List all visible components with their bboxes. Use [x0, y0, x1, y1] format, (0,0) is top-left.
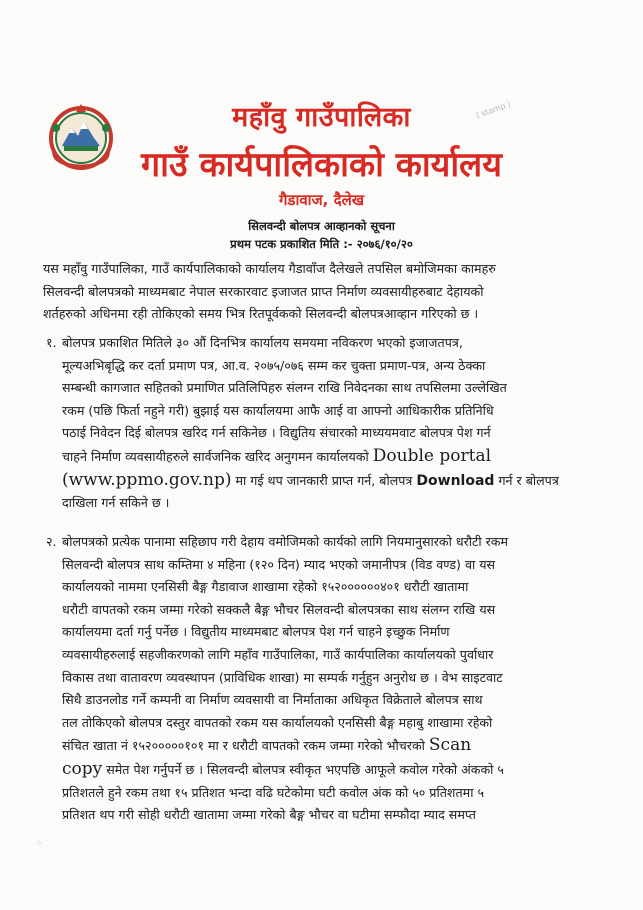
item-line: दाखिला गर्न सकिने छ ।: [62, 495, 170, 511]
notice-title: सिलवन्दी बोलपत्र आव्हानको सूचना: [248, 219, 395, 233]
item-line-text: गर्न र बोलपत्र: [498, 472, 559, 488]
item-line-text: चाहने निर्माण व्यवसायीहरुले सार्वजनिक खरिद अनुगमन कार्यालयको: [62, 448, 369, 464]
item-line: सिलवन्दी बोलपत्र साथ कम्तिमा ४ महिना (१२० दिन) म्याद भएको जमानीपत्र (विड वण्ड) वा यस: [62, 556, 496, 572]
item-number: २.: [46, 534, 57, 549]
condition-item-2: [46, 531, 617, 827]
item-line-text: मा गई थप जानकारी प्राप्त गर्न, बोलपत्र: [235, 472, 413, 488]
item-line: सिधै डाउनलोड गर्ने कम्पनी वा निर्माण व्यवसायी वा निर्माताका अधिकृत विक्रेताले बोलपत्र साथ: [62, 692, 483, 708]
item-line: सम्बन्धी कागजात सहितको प्रमाणित प्रतिलिपिहरु संलग्न राखि निवेदनका साथ तपसिलमा उल्लेखित: [62, 380, 507, 396]
scan-label: Scan: [428, 735, 472, 756]
office-name: गाउँ कार्यपालिकाको कार्यालय: [141, 145, 502, 185]
download-label: Download: [416, 472, 495, 489]
item-line: बोलपत्रको प्रत्येक पानामा सहिछाप गरी देहाय वमोजिमको कार्यको लागि नियमानुसारको धरौटी रकम: [62, 534, 508, 549]
item-line: विकास तथा वातावरण व्यवस्थापन (प्राविधिक शाखा) मा सम्पर्क गर्नुहुन अनुरोध छ । वेभ साइटवाट: [62, 669, 503, 685]
publish-date: प्रथम पटक प्रकाशित मिति :- २०७६/१०/२०: [230, 237, 413, 251]
intro-paragraph: [43, 258, 615, 326]
item-line: कार्यालयको नाममा एनसिसी बैङ्ग गैडावाज शाखामा रहेको १५२००००००४०१ धरौटी खातामा: [62, 579, 469, 595]
item-line: [62, 758, 617, 782]
condition-item-1: [46, 332, 617, 515]
municipality-name: महाँवु गाउँपालिका: [232, 102, 411, 133]
double-portal-label: Double portal: [372, 445, 492, 466]
item-line: धरौटी वापतको रकम जम्मा गरेको सक्कलै बैङ्ग भौचर सिलवन्दी बोलपत्रका साथ संलग्न राखि यस: [62, 601, 496, 617]
intro-line: सिलवन्दी बोलपत्रको माध्यमबाट नेपाल सरकारवाट इजाजत प्राप्त निर्माण व्यवसायीहरुबाट देहायको: [43, 283, 484, 299]
margin-mark: ⁘: [34, 839, 45, 847]
item-line: कार्यालयमा दर्ता गर्नु पर्नेछ । विद्युतीय माध्यमबाट बोलपत्र पेश गर्न चाहने इच्छुक निर्माण: [62, 624, 450, 640]
office-location: गैडावाज, दैलेख: [278, 191, 365, 209]
rubber-stamp: ⟨ stamp ⟩: [474, 99, 513, 121]
ppmo-url: (www.ppmo.gov.np): [62, 469, 232, 490]
item-line: पठाई निवेदन दिई बोलपत्र खरिद गर्न सकिनेछ । विद्युतिय संचारको माध्ययमवाट बोलपत्र पेश गर्न: [62, 425, 491, 441]
item-line: [62, 445, 617, 469]
item-line: [62, 469, 617, 493]
item-number: १.: [46, 335, 57, 350]
item-line: व्यवसायीहरुलाई सहजीकरणको लागि महाँव गाउँपालिका, गाउँ कार्यपालिका कार्यालयको पुर्वाधार: [62, 646, 494, 662]
intro-line: यस महाँवु गाउँपालिका, गाउँ कार्यपालिकाको कार्यालय गैडावाँज दैलेखले तपसिल बमोजिमका कामहरु: [43, 261, 496, 276]
item-line-text: संचित खाता नं १५२०००००१०१ मा र धरौटी वापतको रकम जम्मा गरेको भौचरको: [62, 738, 425, 754]
item-line: प्रतिशतले हुने रकम तथा १५ प्रतिशत भन्दा वढि घटेकोमा घटी कवोल अंक को ५० प्रतिशतमा ५: [62, 784, 485, 800]
item-line: [62, 734, 617, 758]
item-line: मूल्यअभिबृद्धि कर दर्ता प्रमाण पत्र, आ.व. २०७५/०७६ सम्म कर चुक्ता प्रमाण-पत्र, अन्य ठेक्का: [62, 357, 486, 373]
item-line: बोलपत्र प्रकाशित मितिले ३० औं दिनभित्र कार्यालय समयमा नविकरण भएको इजाजतपत्र,: [62, 335, 463, 350]
item-line-text: समेत पेश गर्नुपर्ने छ । सिलवन्दी बोलपत्र स्वीकृत भएपछि आफूले कवोल गरेको अंकको ५: [106, 761, 504, 777]
item-line: तल तोकिएको बोलपत्र दस्तुर वापतको रकम यस कार्यालयको एनसिसी बैङ्ग महाबु शाखामा रहेको: [62, 714, 493, 730]
intro-line: शर्तहरुको अधिनमा रही तोकिएको समय भित्र रितपूर्वकको सिलवन्दी बोलपत्रआव्हान गरिएको छ ।: [43, 306, 479, 322]
item-line: रकम (पछि फिर्ता नहुने गरी) बुझाई यस कार्यालयमा आफै आई वा आफ्नो आधिकारीक प्रतिनिधि: [62, 402, 494, 418]
item-line: प्रतिशत थप गरी सोही धरौटी खातामा जम्मा गरेको बैङ्ग भौचर वा घटीमा सम्फौदा म्याद समप्त: [62, 807, 476, 823]
copy-label: copy: [62, 758, 103, 779]
